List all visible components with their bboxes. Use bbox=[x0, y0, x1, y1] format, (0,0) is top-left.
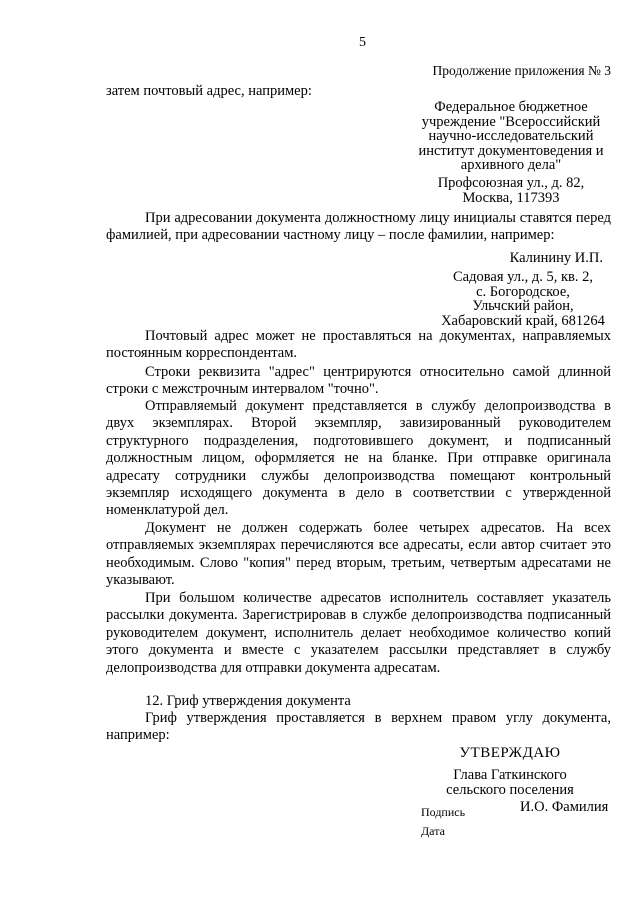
paragraph: Документ не должен содержать более четырех адресатов. На всех отправляемых экземплярах перечисляются все адресаты, если автор считает это необходимым. Слово "копия" перед вторым, третьим, четвертым адресатами не указывают. bbox=[106, 520, 611, 589]
paragraph: При большом количестве адресатов исполнитель составляет указатель рассылки документа. Зарегистрировав в службе делопроизводства подписанный руководителем документ, исполнитель делает необходимое количество копий этого документа и вместе с указателем рассылки представляет в службу делопроизводства для отправки документа адресатам. bbox=[106, 590, 611, 676]
address-line: институт документоведения и bbox=[418, 142, 604, 159]
address-institution bbox=[408, 100, 614, 173]
paragraph: Почтовый адрес может не проставляться на документах, направляемых постоянным корреспондентам. bbox=[106, 328, 611, 362]
addressee-name: Калинину И.П. bbox=[509, 250, 603, 266]
address-line: Ульчский район, bbox=[472, 298, 574, 315]
address-line: Садовая ул., д. 5, кв. 2, bbox=[453, 269, 593, 285]
paragraph-section: Гриф утверждения проставляется в верхнем правом углу документа, например: bbox=[106, 710, 611, 744]
approval-line: сельского поселения bbox=[446, 781, 574, 798]
approval-position bbox=[420, 768, 600, 797]
approval-line: Глава Гаткинского bbox=[453, 767, 567, 783]
address-line: с. Богородское, bbox=[476, 283, 570, 300]
address-line: Федеральное бюджетное bbox=[434, 99, 588, 115]
date-label: Дата bbox=[421, 824, 445, 838]
address-line: архивного дела" bbox=[460, 157, 562, 174]
signature-name: И.О. Фамилия bbox=[520, 799, 609, 815]
address-line: учреждение "Всероссийский bbox=[421, 113, 601, 130]
address-line: Хабаровский край, 681264 bbox=[441, 312, 605, 329]
address-private bbox=[432, 270, 614, 328]
address-line: Профсоюзная ул., д. 82, bbox=[437, 175, 585, 191]
continuation-note: Продолжение приложения № 3 bbox=[432, 63, 611, 78]
address-street bbox=[408, 176, 614, 205]
address-line: научно-исследовательский bbox=[428, 128, 594, 145]
approval-title: УТВЕРЖДАЮ bbox=[459, 745, 561, 761]
paragraph: Строки реквизита "адрес" центрируются относительно самой длинной строки с межстрочным интервалом "точно". bbox=[106, 364, 611, 398]
signature-label: Подпись bbox=[421, 805, 466, 819]
paragraph-addressing: При адресовании документа должностному лицу инициалы ставятся перед фамилией, при адресовании частному лицу – после фамилии, например: bbox=[106, 210, 611, 244]
section-title: 12. Гриф утверждения документа bbox=[145, 693, 351, 709]
page-number: 5 bbox=[359, 35, 366, 50]
intro-line: затем почтовый адрес, например: bbox=[106, 83, 312, 99]
address-line: Москва, 117393 bbox=[462, 189, 560, 206]
paragraph: Отправляемый документ представляется в службу делопроизводства в двух экземплярах. Второй экземпляр, завизированный руководителем структурного подразделения, подготовившего документ, и подписанный должностным лицом, оформляется не на бланке. При отправке оригинала адресату сотрудники службы делопроизводства помещают контрольный экземпляр исходящего документа в дело в соответствии с утвержденной номенклатурой дел. bbox=[106, 398, 611, 519]
